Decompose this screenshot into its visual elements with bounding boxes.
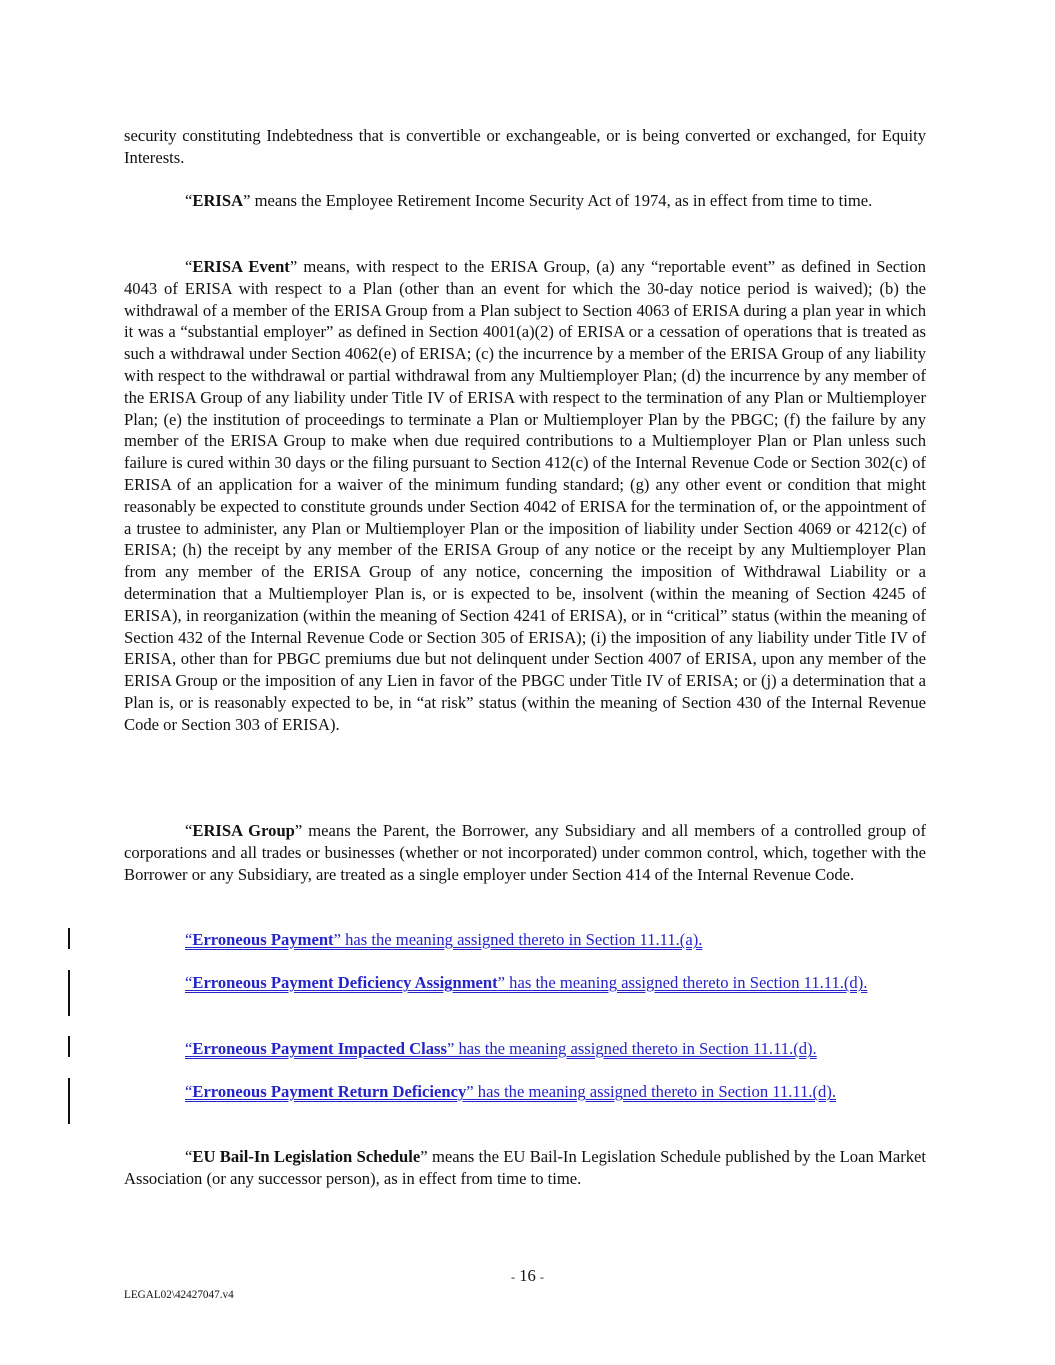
definition-text: ” means the Employee Retirement Income Security Act of 1974, as in effect from time to time. <box>243 191 873 210</box>
page-number <box>0 1266 1055 1286</box>
definition-erisa-group <box>124 820 926 885</box>
paragraph-continuation <box>124 125 926 169</box>
definition-erroneous-payment <box>124 929 926 951</box>
definition-erisa-event <box>124 256 926 736</box>
open-quote: “ <box>185 1039 193 1058</box>
page-number-dash: - <box>511 1270 516 1284</box>
definition-text: ” has the meaning assigned thereto in Section 11.11.(a). <box>333 930 703 949</box>
open-quote: “ <box>185 257 193 276</box>
definition-text: ” has the meaning assigned thereto in Section 11.11.(d). <box>466 1082 837 1101</box>
open-quote: “ <box>185 1082 193 1101</box>
open-quote: “ <box>185 821 193 840</box>
change-bar <box>68 1078 70 1124</box>
definition-eu-bail-in-legislation-schedule <box>124 1146 926 1190</box>
defined-term: Erroneous Payment <box>192 930 334 949</box>
defined-term: ERISA Event <box>192 257 290 276</box>
defined-term: Erroneous Payment Return Deficiency <box>192 1082 467 1101</box>
paragraph-text: security constituting Indebtedness that is convertible or exchangeable, or is being converted or exchanged, for Equity Interests. <box>124 126 926 167</box>
definition-erroneous-payment-return-deficiency <box>124 1081 926 1103</box>
defined-term: ERISA Group <box>192 821 295 840</box>
open-quote: “ <box>185 191 193 210</box>
definition-text: ” has the meaning assigned thereto in Section 11.11.(d). <box>446 1039 817 1058</box>
defined-term: Erroneous Payment Deficiency Assignment <box>192 973 498 992</box>
definition-text: ” means the EU Bail-In Legislation Schedule published by the Loan Market Association (or any successor person), as in effect from time to time. <box>124 1147 927 1188</box>
page-number-value: 16 <box>519 1266 536 1285</box>
definition-text: ” has the meaning assigned thereto in Section 11.11.(d). <box>497 973 868 992</box>
open-quote: “ <box>185 973 193 992</box>
defined-term: ERISA <box>192 191 244 210</box>
definition-erisa <box>124 190 926 212</box>
defined-term: EU Bail-In Legislation Schedule <box>192 1147 421 1166</box>
open-quote: “ <box>185 930 193 949</box>
defined-term: Erroneous Payment Impacted Class <box>192 1039 447 1058</box>
change-bar <box>68 970 70 1016</box>
open-quote: “ <box>185 1147 193 1166</box>
definition-erroneous-payment-impacted-class <box>124 1038 926 1060</box>
page-number-dash: - <box>539 1270 544 1284</box>
definition-text: ” means, with respect to the ERISA Group, (a) any “reportable event” as defined in Section 4043 of ERISA with respect to a Plan (other than an event for which the 30-day notice period is waived); (b) the withdrawal of a member of the ERISA Group from a Plan subject to Section 4063 of ERISA during a plan year in which it was a “substantial employer” as defined in Section 4001(a)(2) of ERISA or a cessation of operations that is treated as such a withdrawal under Section 4062(e) of ERISA; (c) the incurrence by a member of the ERISA Group of any liability with respect to the withdrawal or partial withdrawal from any Multiemployer Plan; (d) the incurrence by any member of the ERISA Group of any liability under Title IV of ERISA with respect to the termination of any Plan or Multiemployer Plan; (e) the institution of proceedings to terminate a Plan or Multiemployer Plan by the PBGC; (f) the failure by any member of the ERISA Group to make when due required contributions to a Multiemployer Plan or Plan unless such failure is cured within 30 days or the filing pursuant to Section 412(c) of the Internal Revenue Code or Section 302(c) of ERISA of an application for a waiver of the minimum funding standard; (g) any other event or condition that might reasonably be expected to constitute grounds under Section 4042 of ERISA for the termination of, or the appointment of a trustee to administer, any Plan or Multiemployer Plan or the imposition of liability under Section 4069 or 4212(c) of ERISA; (h) the receipt by any member of the ERISA Group of any notice or the receipt by any Multiemployer Plan from any member of the ERISA Group of any notice, concerning the imposition of Withdrawal Liability or a determination that a Multiemployer Plan is, or is expected to be, insolvent (within the meaning of Section 4245 of ERISA), in reorganization (within the meaning of Section 4241 of ERISA), or in “critical” status (within the meaning of Section 432 of the Internal Revenue Code or Section 305 of ERISA); (i) the imposition of any liability under Title IV of ERISA, other than for PBGC premiums due but not delinquent under Section 4007 of ERISA, upon any member of the ERISA Group or the imposition of any Lien in favor of the PBGC under Title IV of ERISA; or (j) a determination that a Plan is, or is reasonably expected to be, in “at risk” status (within the meaning of Section 430 of the Internal Revenue Code or Section 303 of ERISA). <box>124 257 926 734</box>
definition-erroneous-payment-deficiency-assignment <box>124 972 926 994</box>
document-id: LEGAL02\42427047.v4 <box>124 1289 234 1301</box>
definition-text: ” means the Parent, the Borrower, any Subsidiary and all members of a controlled group of corporations and all trades or businesses (whether or not incorporated) under common control, which, together with the Borrower or any Subsidiary, are treated as a single employer under Section 414 of the Internal Revenue Code. <box>124 821 926 884</box>
change-bar <box>68 1036 70 1057</box>
change-bar <box>68 928 70 949</box>
